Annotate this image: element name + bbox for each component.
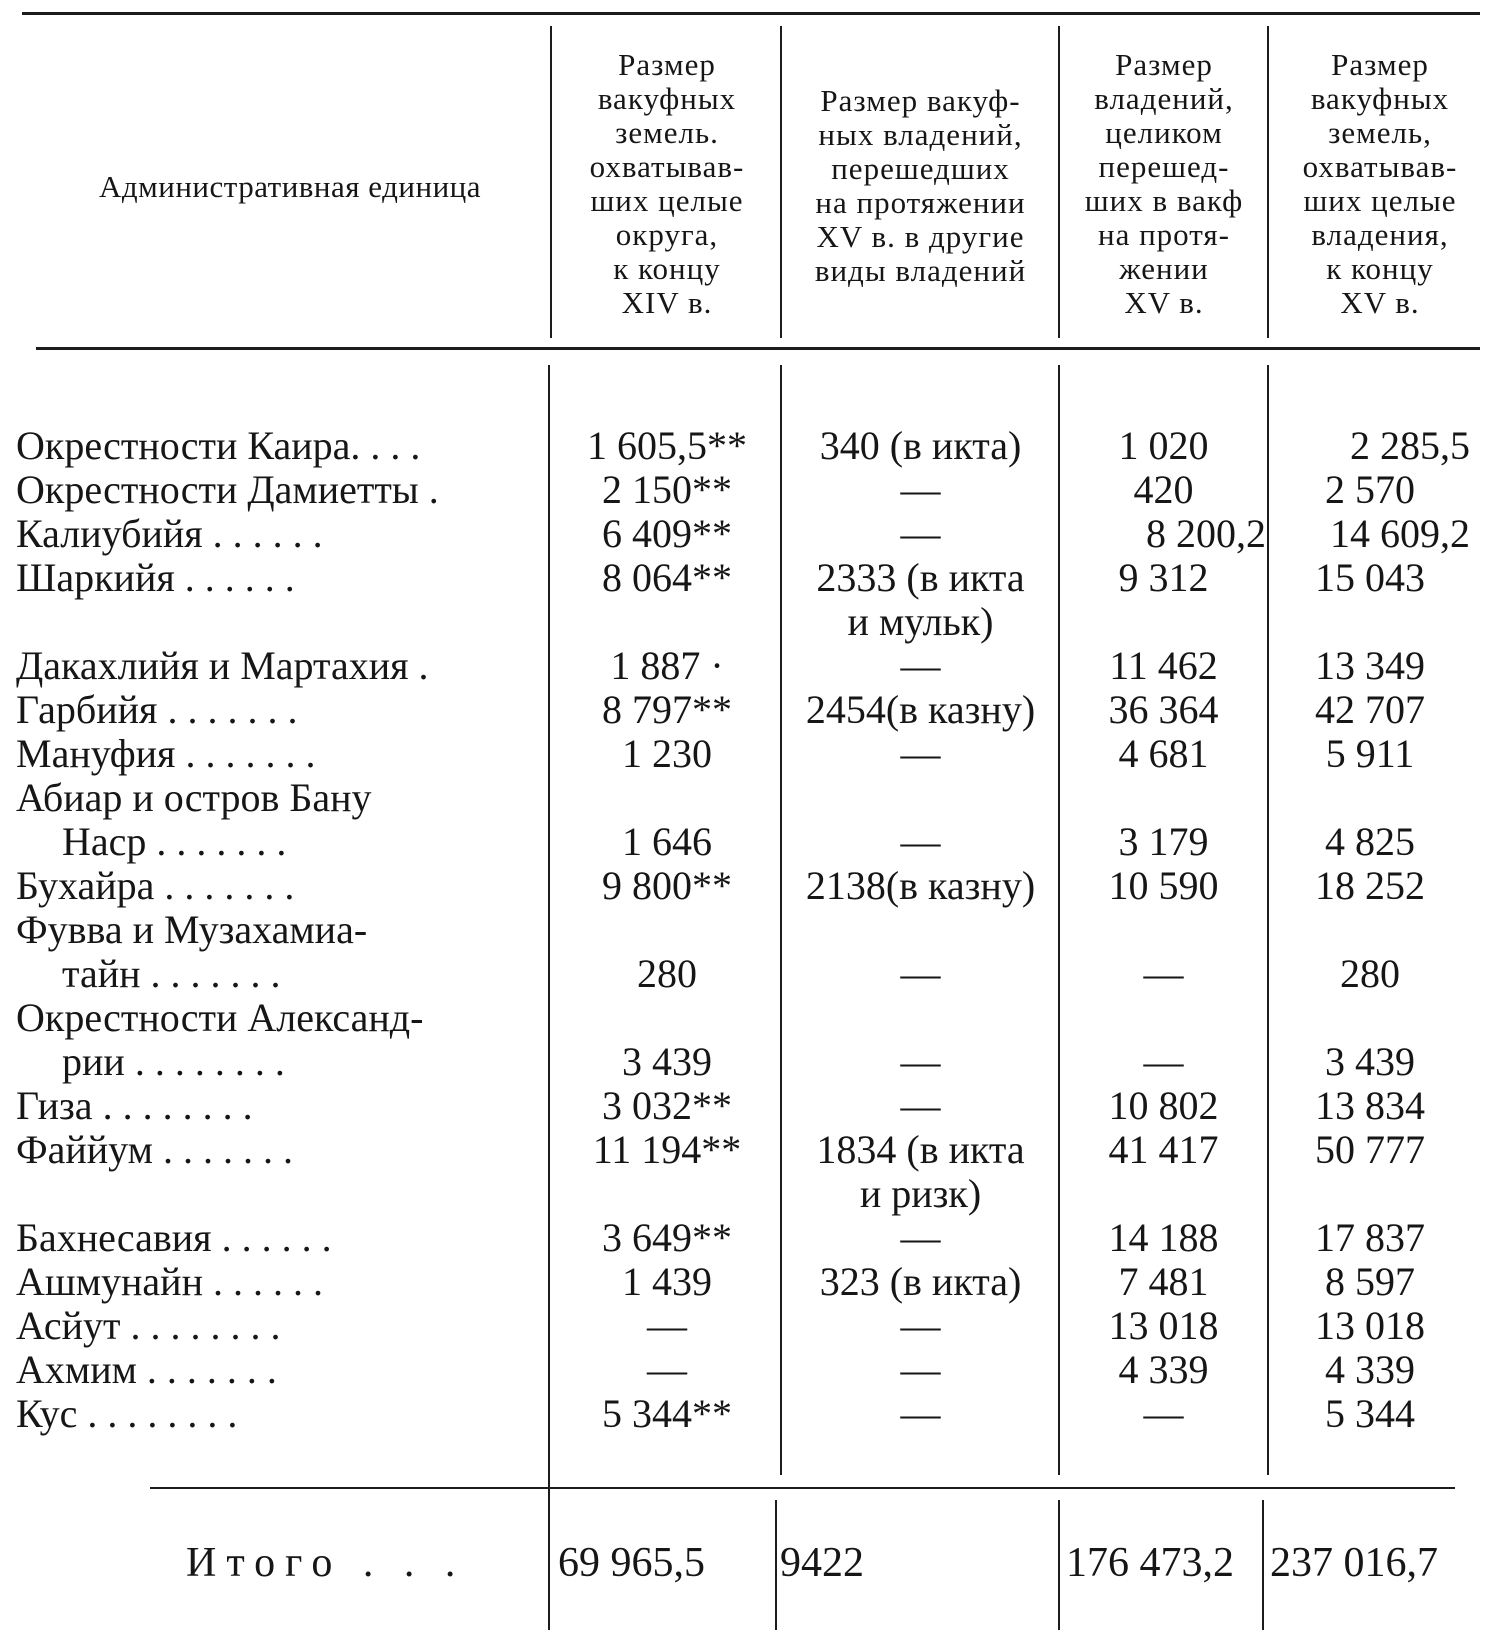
cell-transferred: 340 (в икта) xyxy=(819,423,1022,468)
table-row xyxy=(0,776,1500,820)
cell-to-waqf: 13 018 xyxy=(1108,1303,1219,1348)
cell-transferred: — xyxy=(900,643,941,688)
cell-to-waqf: 10 802 xyxy=(1108,1083,1219,1128)
header-rule xyxy=(36,347,1480,350)
cell-xiv: 3 032** xyxy=(602,1083,732,1128)
row-label: Бахнесавия . . . . . . xyxy=(16,1216,332,1260)
cell-transferred: — xyxy=(900,1083,941,1128)
row-label: Мануфия . . . . . . . xyxy=(16,732,316,776)
cell-xiv: 11 194** xyxy=(592,1127,742,1172)
cell-xiv: 2 150** xyxy=(602,467,732,512)
cell-transferred: — xyxy=(900,1347,941,1392)
cell-to-waqf: 36 364 xyxy=(1108,687,1219,732)
row-label-cont: тайн . . . . . . . xyxy=(62,952,281,996)
cell-xv: 17 837 xyxy=(1315,1215,1425,1260)
table-row xyxy=(0,864,1500,908)
table-row-continuation xyxy=(0,952,1500,996)
cell-xv: 2 570 xyxy=(1325,467,1415,512)
total-xiv: 69 965,5 xyxy=(558,1540,705,1586)
cell-xiv: 1 646 xyxy=(622,819,712,864)
cell-transferred-cont: и ризк) xyxy=(859,1171,982,1216)
total-rule xyxy=(150,1487,1455,1489)
cell-to-waqf: — xyxy=(1143,951,1184,996)
cell-to-waqf: 3 179 xyxy=(1118,819,1209,864)
cell-xv: 8 597 xyxy=(1325,1259,1415,1304)
cell-to-waqf: 41 417 xyxy=(1108,1127,1219,1172)
cell-transferred: 2138(в казну) xyxy=(805,863,1036,908)
cell-xv: 280 xyxy=(1340,951,1400,996)
row-label: Гарбийя . . . . . . . xyxy=(16,688,298,732)
cell-to-waqf: 4 339 xyxy=(1118,1347,1209,1392)
cell-xiv: 1 887 · xyxy=(610,643,724,688)
row-label: Калиубийя . . . . . . xyxy=(16,512,323,556)
table-row xyxy=(0,468,1500,512)
header-admin-unit: Административная единица xyxy=(98,169,482,204)
header-divider-4 xyxy=(1267,26,1269,338)
header-waqf-transferred: Размер вакуф- ных владений, перешедших на протяжении XV в. в другие виды владений xyxy=(814,83,1027,288)
cell-xv: 3 439 xyxy=(1325,1039,1415,1084)
cell-to-waqf: 420 xyxy=(1133,467,1194,512)
row-label: Ахмим . . . . . . . xyxy=(16,1348,277,1392)
table-row xyxy=(0,644,1500,688)
header-waqf-holdings-xv: Размер вакуфных земель, охватывав- ших целые владения, к концу XV в. xyxy=(1302,47,1458,320)
row-label: Фувва и Музахамиа- xyxy=(16,908,368,952)
row-label: Окрестности Александ- xyxy=(16,996,424,1040)
row-label: Асйут . . . . . . . . xyxy=(16,1304,281,1348)
cell-to-waqf: 4 681 xyxy=(1118,731,1209,776)
table-row xyxy=(0,1128,1500,1172)
cell-xiv: 1 439 xyxy=(622,1259,712,1304)
row-label: Гиза . . . . . . . . xyxy=(16,1084,253,1128)
cell-to-waqf: 14 188 xyxy=(1108,1215,1219,1260)
total-transferred: 9422 xyxy=(780,1540,864,1586)
table-row xyxy=(0,1348,1500,1392)
cell-to-waqf: 9 312 xyxy=(1118,555,1209,600)
total-to-waqf: 176 473,2 xyxy=(1066,1540,1234,1586)
cell-to-waqf: 1 020 xyxy=(1118,423,1209,468)
row-label: Ашмунайн . . . . . . xyxy=(16,1260,323,1304)
cell-xiv: 8 064** xyxy=(602,555,732,600)
cell-xv: 42 707 xyxy=(1315,687,1425,732)
cell-transferred: — xyxy=(900,731,941,776)
cell-xv: 15 043 xyxy=(1315,555,1425,600)
row-label: Шаркийя . . . . . . xyxy=(16,556,295,600)
table-row xyxy=(0,908,1500,952)
cell-transferred: — xyxy=(900,1391,941,1436)
header-holdings-to-waqf: Размер владений, целиком перешед- ших в вакф на протя- жении XV в. xyxy=(1084,47,1244,320)
cell-transferred: — xyxy=(900,511,941,556)
header-waqf-districts-xiv: Размер вакуфных земель. охватывав- ших целые округа, к концу XIV в. xyxy=(589,47,745,320)
total-row xyxy=(0,1538,1500,1588)
row-label: Кус . . . . . . . . xyxy=(16,1392,238,1436)
cell-transferred: — xyxy=(900,1039,941,1084)
table-row xyxy=(0,688,1500,732)
cell-xv: 5 911 xyxy=(1325,731,1415,776)
cell-to-waqf: — xyxy=(1143,1039,1184,1084)
cell-xiv: 3 439 xyxy=(622,1039,712,1084)
cell-to-waqf: 7 481 xyxy=(1118,1259,1209,1304)
table-row xyxy=(0,424,1500,468)
table-row-continuation xyxy=(0,1172,1500,1216)
row-label-cont: рии . . . . . . . . xyxy=(62,1040,285,1084)
cell-xiv: 3 649** xyxy=(602,1215,732,1260)
cell-transferred: 323 (в икта) xyxy=(819,1259,1022,1304)
cell-transferred: — xyxy=(900,819,941,864)
cell-xv: 18 252 xyxy=(1315,863,1425,908)
table-row-continuation xyxy=(0,820,1500,864)
cell-transferred: — xyxy=(900,467,941,512)
cell-xv: 5 344 xyxy=(1325,1391,1415,1436)
cell-to-waqf: 11 462 xyxy=(1109,643,1218,688)
cell-xiv: 8 797** xyxy=(602,687,732,732)
cell-transferred: 1834 (в икта xyxy=(816,1127,1025,1172)
table-row-continuation xyxy=(0,600,1500,644)
table-row xyxy=(0,996,1500,1040)
total-label: Итого . . . xyxy=(186,1540,466,1586)
cell-transferred: — xyxy=(900,1215,941,1260)
cell-xiv: — xyxy=(647,1303,687,1348)
total-xv: 237 016,7 xyxy=(1270,1540,1438,1586)
header-divider-1 xyxy=(550,26,552,338)
cell-xiv: 9 800** xyxy=(602,863,732,908)
cell-to-waqf: 10 590 xyxy=(1108,863,1219,908)
row-label: Файйум . . . . . . . xyxy=(16,1128,293,1172)
cell-xiv: 280 xyxy=(637,951,697,996)
table-row-continuation xyxy=(0,1040,1500,1084)
table-row xyxy=(0,1392,1500,1436)
cell-xv: 13 349 xyxy=(1315,643,1425,688)
row-label-cont: Наср . . . . . . . xyxy=(62,820,287,864)
header-divider-3 xyxy=(1058,26,1060,338)
cell-xiv: — xyxy=(647,1347,687,1392)
cell-to-waqf: 8 200,2 xyxy=(1146,511,1266,556)
cell-xv: 4 339 xyxy=(1325,1347,1415,1392)
table-row xyxy=(0,512,1500,556)
cell-transferred: 2333 (в икта xyxy=(816,555,1025,600)
table-row xyxy=(0,1304,1500,1348)
row-label: Бухайра . . . . . . . xyxy=(16,864,295,908)
cell-transferred-cont: и мульк) xyxy=(847,599,994,644)
header-divider-2 xyxy=(780,26,782,338)
cell-xv: 13 834 xyxy=(1315,1083,1425,1128)
table-row xyxy=(0,556,1500,600)
table-row xyxy=(0,1084,1500,1128)
table-row xyxy=(0,1216,1500,1260)
row-label: Окрестности Дамиетты . xyxy=(16,468,439,512)
cell-xv: 50 777 xyxy=(1315,1127,1425,1172)
cell-xv: 2 285,5 xyxy=(1350,423,1470,468)
cell-xiv: 1 605,5** xyxy=(587,423,747,468)
cell-xiv: 5 344** xyxy=(602,1391,732,1436)
cell-xiv: 1 230 xyxy=(622,731,712,776)
cell-xv: 14 609,2 xyxy=(1330,511,1470,556)
cell-transferred: — xyxy=(900,951,941,996)
cell-xv: 13 018 xyxy=(1315,1303,1425,1348)
row-label: Дакахлийя и Мартахия . xyxy=(16,644,429,688)
cell-to-waqf: — xyxy=(1143,1391,1184,1436)
row-label: Абиар и остров Бану xyxy=(16,776,372,820)
cell-transferred: 2454(в казну) xyxy=(805,687,1036,732)
table-row xyxy=(0,1260,1500,1304)
top-rule xyxy=(22,12,1480,15)
cell-xiv: 6 409** xyxy=(602,511,732,556)
cell-xv: 4 825 xyxy=(1325,819,1415,864)
cell-transferred: — xyxy=(900,1303,941,1348)
table-row xyxy=(0,732,1500,776)
row-label: Окрестности Каира. . . . xyxy=(16,424,421,468)
